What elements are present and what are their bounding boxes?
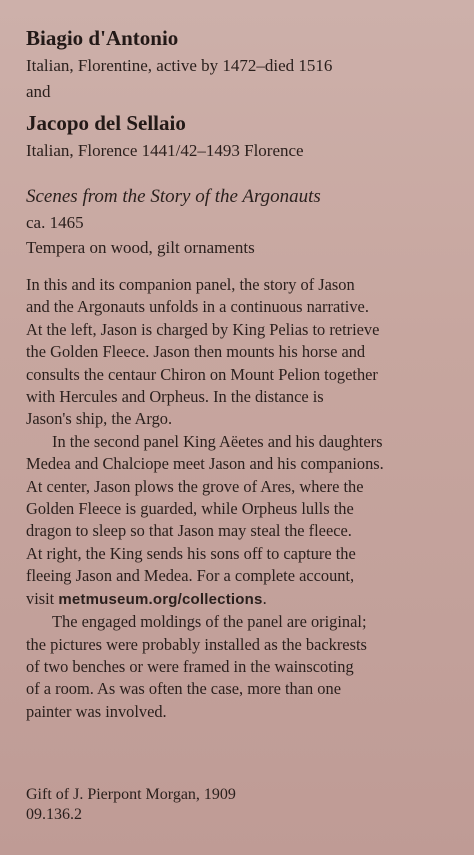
- collections-url: metmuseum.org/collections: [58, 590, 263, 608]
- text-line: The engaged moldings of the panel are original;: [52, 612, 367, 632]
- text-line: fleeing Jason and Medea. For a complete account,: [26, 566, 355, 586]
- visit-suffix: .: [262, 588, 267, 608]
- text-line: At right, the King sends his sons off to capture the: [26, 543, 356, 563]
- text-line: the pictures were probably installed as the backrests: [26, 634, 367, 654]
- artwork-date: ca. 1465: [26, 213, 84, 232]
- text-line: Medea and Chalciope meet Jason and his companions.: [26, 454, 384, 474]
- artwork-title: Scenes from the Story of the Argonauts: [26, 186, 321, 207]
- text-line: consults the centaur Chiron on Mount Pelion together: [26, 364, 378, 384]
- text-line: with Hercules and Orpheus. In the distance is: [26, 387, 324, 407]
- text-line: the Golden Fleece. Jason then mounts his horse and: [26, 342, 366, 362]
- artist-bio-2: Italian, Florence 1441/42–1493 Florence: [26, 141, 304, 160]
- artist-bio-1: Italian, Florentine, active by 1472–died 1516: [26, 56, 333, 75]
- artwork-medium: Tempera on wood, gilt ornaments: [26, 238, 255, 257]
- text-line: of a room. As was often the case, more than one: [26, 679, 341, 699]
- description-paragraph-1: [26, 274, 464, 431]
- artist-conjunction: and: [26, 82, 51, 101]
- text-line: dragon to sleep so that Jason may steal the fleece.: [26, 521, 352, 541]
- credit-line: Gift of J. Pierpont Morgan, 1909: [26, 786, 236, 803]
- visit-line: [26, 588, 464, 611]
- text-line: In the second panel King Aëetes and his daughters: [52, 431, 383, 451]
- text-line: painter was involved.: [26, 701, 167, 721]
- text-line: of two benches or were framed in the wainscoting: [26, 656, 354, 676]
- description-paragraph-2: [26, 431, 464, 611]
- text-line: At center, Jason plows the grove of Ares, where the: [26, 476, 364, 496]
- text-line: At the left, Jason is charged by King Pelias to retrieve: [26, 319, 380, 339]
- accession-number: 09.136.2: [26, 806, 82, 823]
- text-line: Golden Fleece is guarded, while Orpheus lulls the: [26, 499, 354, 519]
- visit-prefix: visit: [26, 588, 59, 608]
- artist-name-1: Biagio d'Antonio: [26, 26, 179, 50]
- description-paragraph-3: [26, 611, 464, 723]
- text-line: Jason's ship, the Argo.: [26, 409, 173, 429]
- text-line: and the Argonauts unfolds in a continuous narrative.: [26, 297, 369, 317]
- credit-block: [26, 785, 236, 825]
- description: [26, 274, 464, 723]
- text-line: In this and its companion panel, the story of Jason: [26, 275, 355, 294]
- artist-name-2: Jacopo del Sellaio: [26, 111, 186, 135]
